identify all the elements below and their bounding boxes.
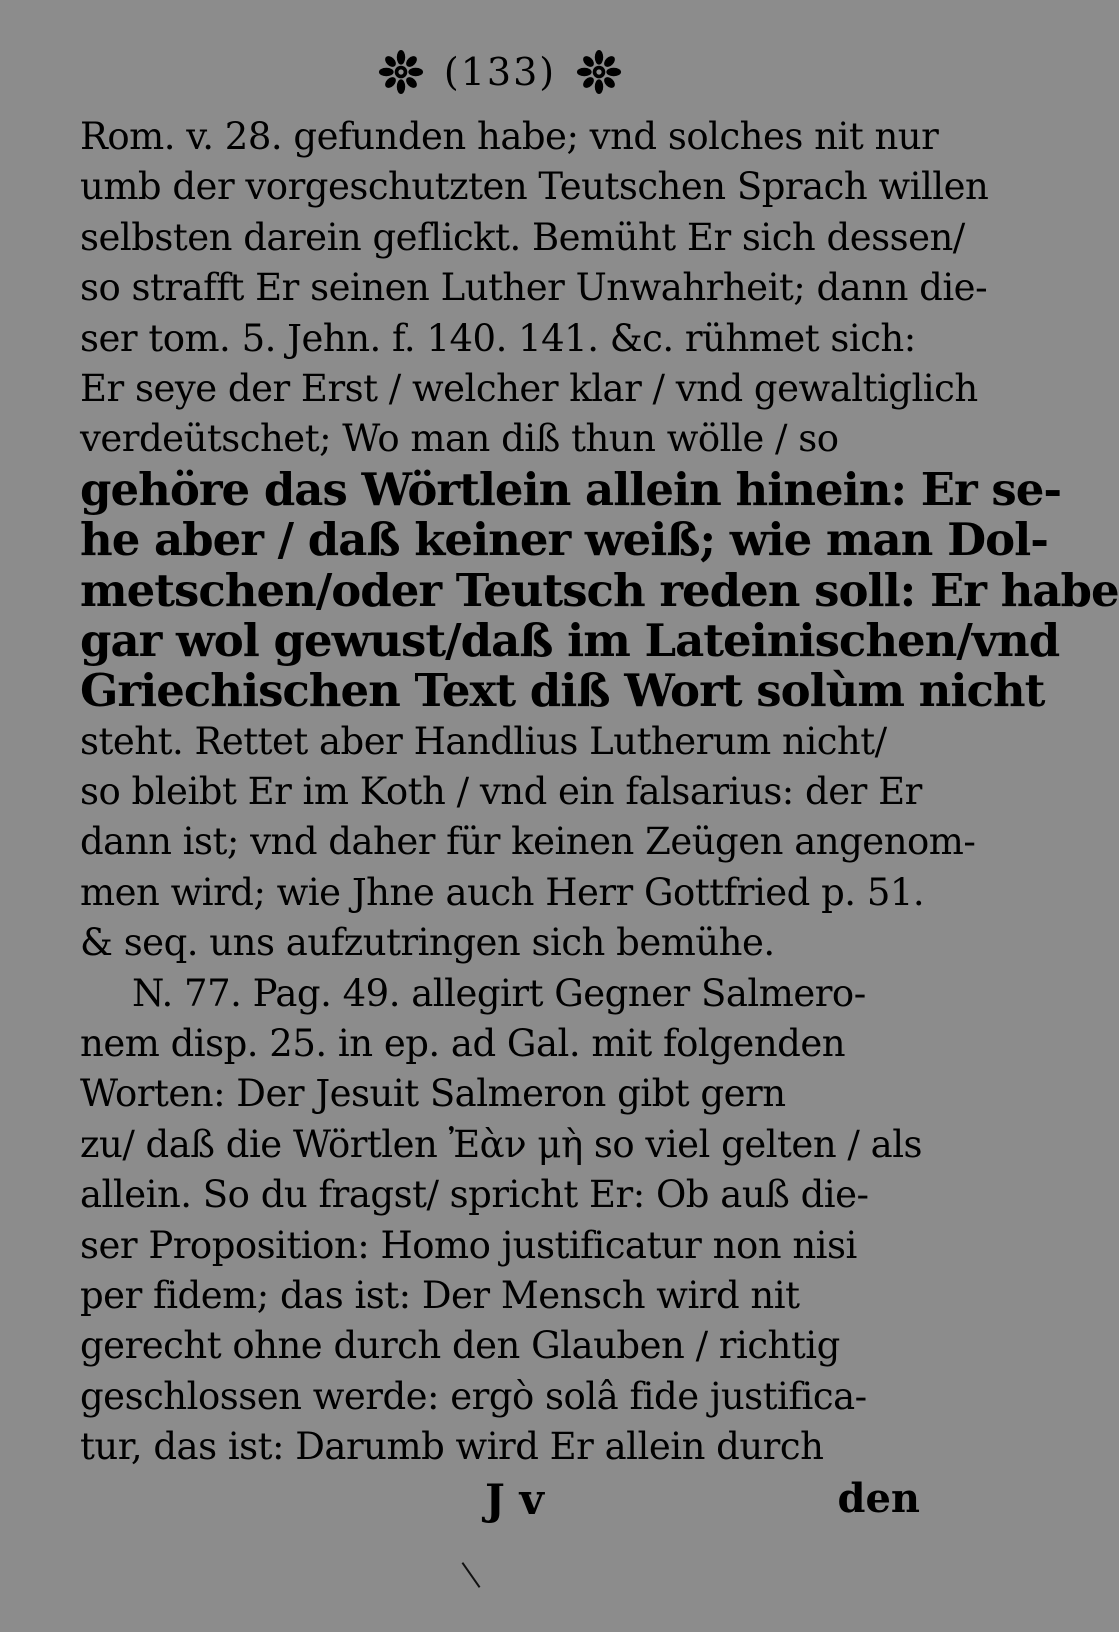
rosette-ornament-right-icon bbox=[578, 51, 620, 93]
catchword: den bbox=[837, 1475, 920, 1522]
text-line: so strafft Er seinen Luther Unwahrheit; dann die- bbox=[80, 266, 988, 310]
text-line: & seq. uns aufzutringen sich bemühe. bbox=[80, 921, 775, 965]
text-line: Worten: Der Jesuit Salmeron gibt gern bbox=[80, 1072, 786, 1116]
signature-mark: J v bbox=[485, 1475, 544, 1524]
page-header bbox=[0, 50, 1000, 94]
rosette-ornament-left-icon bbox=[380, 51, 422, 93]
text-line: nem disp. 25. in ep. ad Gal. mit folgenden bbox=[80, 1022, 846, 1066]
text-line: N. 77. Pag. 49. allegirt Gegner Salmero- bbox=[132, 971, 866, 1015]
text-line: verdeütschet; Wo man diß thun wölle / so bbox=[80, 417, 839, 461]
page-number: (133) bbox=[443, 50, 557, 94]
text-line: he aber / daß keiner weiß; wie man Dol- bbox=[80, 513, 1048, 567]
text-line: men wird; wie Jhne auch Herr Gottfried p. 51. bbox=[80, 870, 925, 914]
text-line: geschlossen werde: ergò solâ fide justifica- bbox=[80, 1374, 867, 1418]
text-line: so bleibt Er im Koth / vnd ein falsarius: der Er bbox=[80, 770, 922, 814]
text-line: ser tom. 5. Jehn. f. 140. 141. &c. rühmet sich: bbox=[80, 316, 916, 360]
text-line: metschen/oder Teutsch reden soll: Er habe bbox=[80, 563, 1119, 617]
text-line: per fidem; das ist: Der Mensch wird nit bbox=[80, 1273, 800, 1317]
text-line: Rom. v. 28. gefunden habe; vnd solches nit nur bbox=[80, 115, 939, 158]
text-line: ser Proposition: Homo justificatur non nisi bbox=[80, 1223, 857, 1267]
text-line: gerecht ohne durch den Glauben / richtig bbox=[80, 1324, 840, 1368]
text-body bbox=[80, 112, 1119, 1473]
text-line: gar wol gewust/daß im Lateinischen/vnd bbox=[80, 613, 1060, 667]
text-line: Griechischen Text diß Wort solùm nicht bbox=[80, 664, 1045, 718]
text-line: dann ist; vnd daher für keinen Zeügen angenom- bbox=[80, 820, 976, 864]
text-line: Er seye der Erst / welcher klar / vnd gewaltiglich bbox=[80, 366, 978, 410]
text-line: umb der vorgeschutzten Teutschen Sprach willen bbox=[80, 165, 989, 209]
stray-mark bbox=[462, 1562, 481, 1588]
text-line: allein. So du fragst/ spricht Er: Ob auß die- bbox=[80, 1173, 869, 1217]
text-line: zu/ daß die Wörtlen Ἐὰν μὴ so viel gelten / als bbox=[80, 1122, 923, 1166]
page-footer bbox=[80, 1475, 920, 1530]
text-line: tur, das ist: Darumb wird Er allein durch bbox=[80, 1425, 824, 1469]
text-line: steht. Rettet aber Handlius Lutherum nicht/ bbox=[80, 719, 887, 763]
text-line: selbsten darein geflickt. Bemüht Er sich dessen/ bbox=[80, 215, 965, 259]
text-line: gehöre das Wörtlein allein hinein: Er se- bbox=[80, 462, 1062, 516]
